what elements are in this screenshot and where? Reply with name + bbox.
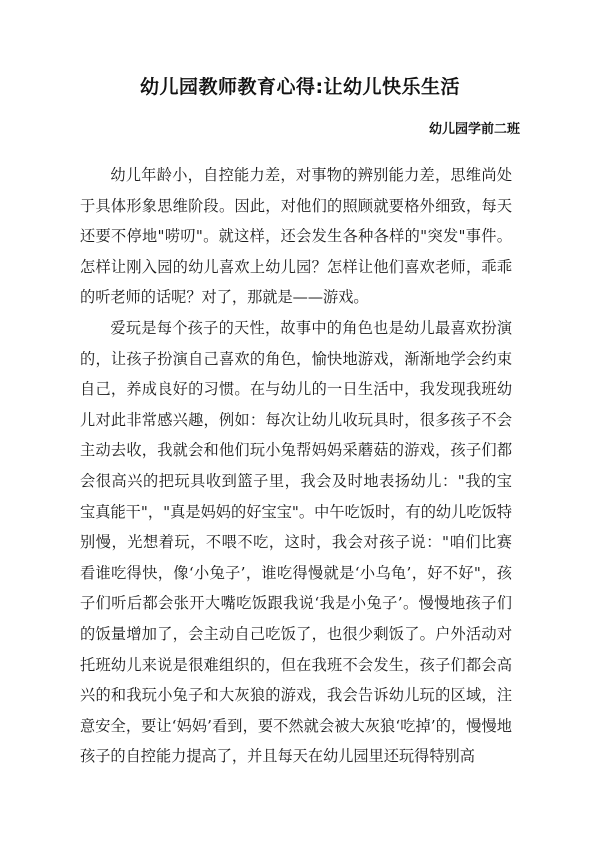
paragraph-2: 爱玩是每个孩子的天性，故事中的角色也是幼儿最喜欢扮演的，让孩子扮演自己喜欢的角色，愉快地游戏，渐渐地学会约束自己，养成良好的习惯。在与幼儿的一日生活中，我发现我班幼儿对此非常感兴趣，例如：每次让幼儿收玩具时，很多孩子不会主动去收，我就会和他们玩小兔帮妈妈采蘑菇的游戏，孩子们都会很高兴的把玩具收到篮子里，我会及时地表扬幼儿："我的宝宝真能干"，"真是妈妈的好宝宝"。中午吃饭时，有的幼儿吃饭特别慢，光想着玩，不喂不吃，这时，我会对孩子说："咱们比赛看谁吃得快，像‘小兔子’，谁吃得慢就是‘小乌龟’，好不好"，孩子们听后都会张开大嘴吃饭跟我说‘我是小兔子’。慢慢地孩子们的饭量增加了，会主动自己吃饭了，也很少剩饭了。户外活动对托班幼儿来说是很难组织的，但在我班不会发生，孩子们都会高兴的和我玩小兔子和大灰狼的游戏，我会告诉幼儿玩的区域，注意安全，要让‘妈妈’看到，要不然就会被大灰狼‘吃掉’的，慢慢地孩子的自控能力提高了，并且每天在幼儿园里还玩得特别高 [80,318,512,766]
author-class-label: 幼儿园学前二班 [428,122,520,137]
document-body [80,160,512,772]
document-title: 幼儿园教师教育心得:让幼儿快乐生活 [139,76,461,98]
paragraph-1: 幼儿年龄小，自控能力差，对事物的辨别能力差，思维尚处于具体形象思维阶段。因此，对他们的照顾就要格外细致，每天还要不停地"唠叨"。就这样，还会发生各种各样的"突发"事件。怎样让刚入园的幼儿喜欢上幼儿园？怎样让他们喜欢老师，乖乖的听老师的话呢？对了，那就是——游戏。 [80,166,512,307]
